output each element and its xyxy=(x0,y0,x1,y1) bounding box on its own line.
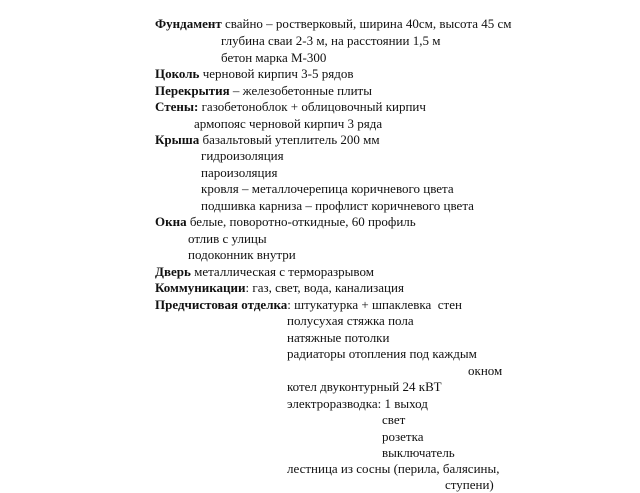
prefinish-line: электроразводка: 1 выход xyxy=(287,396,428,411)
roof-line: кровля – металлочерепица коричневого цвета xyxy=(201,181,454,196)
walls-text: газобетоноблок + облицовочный кирпич xyxy=(201,99,426,114)
roof-text: базальтовый утеплитель 200 мм xyxy=(202,132,380,147)
plinth-text: черновой кирпич 3-5 рядов xyxy=(202,66,354,81)
windows-line: подоконник внутри xyxy=(188,247,296,262)
prefinish-line: окном xyxy=(468,363,503,378)
roof-label: Крыша xyxy=(155,132,200,147)
windows-row xyxy=(155,214,416,230)
floors-row xyxy=(155,83,372,99)
door-text: металлическая с терморазрывом xyxy=(194,264,374,279)
foundation-text: свайно – ростверковый, ширина 40см, высота 45 см xyxy=(224,16,512,31)
floors-label: Перекрытия xyxy=(155,83,230,98)
plinth-label: Цоколь xyxy=(155,66,200,81)
prefinish-label: Предчистовая отделка xyxy=(155,297,288,312)
door-label: Дверь xyxy=(155,264,191,279)
foundation-label: Фундамент xyxy=(155,16,222,31)
windows-line: отлив с улицы xyxy=(188,231,267,246)
floors-text: – железобетонные плиты xyxy=(232,83,372,98)
utilities-label: Коммуникации xyxy=(155,280,246,295)
prefinish-line: свет xyxy=(382,412,406,427)
prefinish-line: котел двуконтурный 24 кВТ xyxy=(287,379,442,394)
walls-row xyxy=(155,99,426,115)
prefinish-line: полусухая стяжка пола xyxy=(287,313,414,328)
roof-line: гидроизоляция xyxy=(201,148,284,163)
prefinish-line: розетка xyxy=(382,429,424,444)
door-row xyxy=(155,264,374,280)
foundation-line: глубина сваи 2-3 м, на расстоянии 1,5 м xyxy=(221,33,441,48)
roof-line: подшивка карниза – профлист коричневого цвета xyxy=(201,198,474,213)
walls-label: Стены: xyxy=(155,99,199,114)
foundation-row xyxy=(155,16,511,32)
utilities-text: : газ, свет, вода, канализация xyxy=(245,280,404,295)
plinth-row xyxy=(155,66,354,82)
prefinish-line: натяжные потолки xyxy=(287,330,390,345)
windows-text: белые, поворотно-откидные, 60 профиль xyxy=(189,214,416,229)
foundation-line: бетон марка М-300 xyxy=(221,50,327,65)
windows-label: Окна xyxy=(155,214,187,229)
prefinish-line: ступени) xyxy=(445,477,494,492)
prefinish-row xyxy=(155,297,462,313)
prefinish-line: лестница из сосны (перила, балясины, xyxy=(287,461,500,476)
walls-line: армопояс черновой кирпич 3 ряда xyxy=(194,116,383,131)
prefinish-text: : штукатурка + шпаклевка стен xyxy=(287,297,462,312)
roof-line: пароизоляция xyxy=(201,165,278,180)
utilities-row xyxy=(155,280,404,296)
roof-row xyxy=(155,132,380,148)
prefinish-line: радиаторы отопления под каждым xyxy=(287,346,477,361)
prefinish-line: выключатель xyxy=(382,445,455,460)
